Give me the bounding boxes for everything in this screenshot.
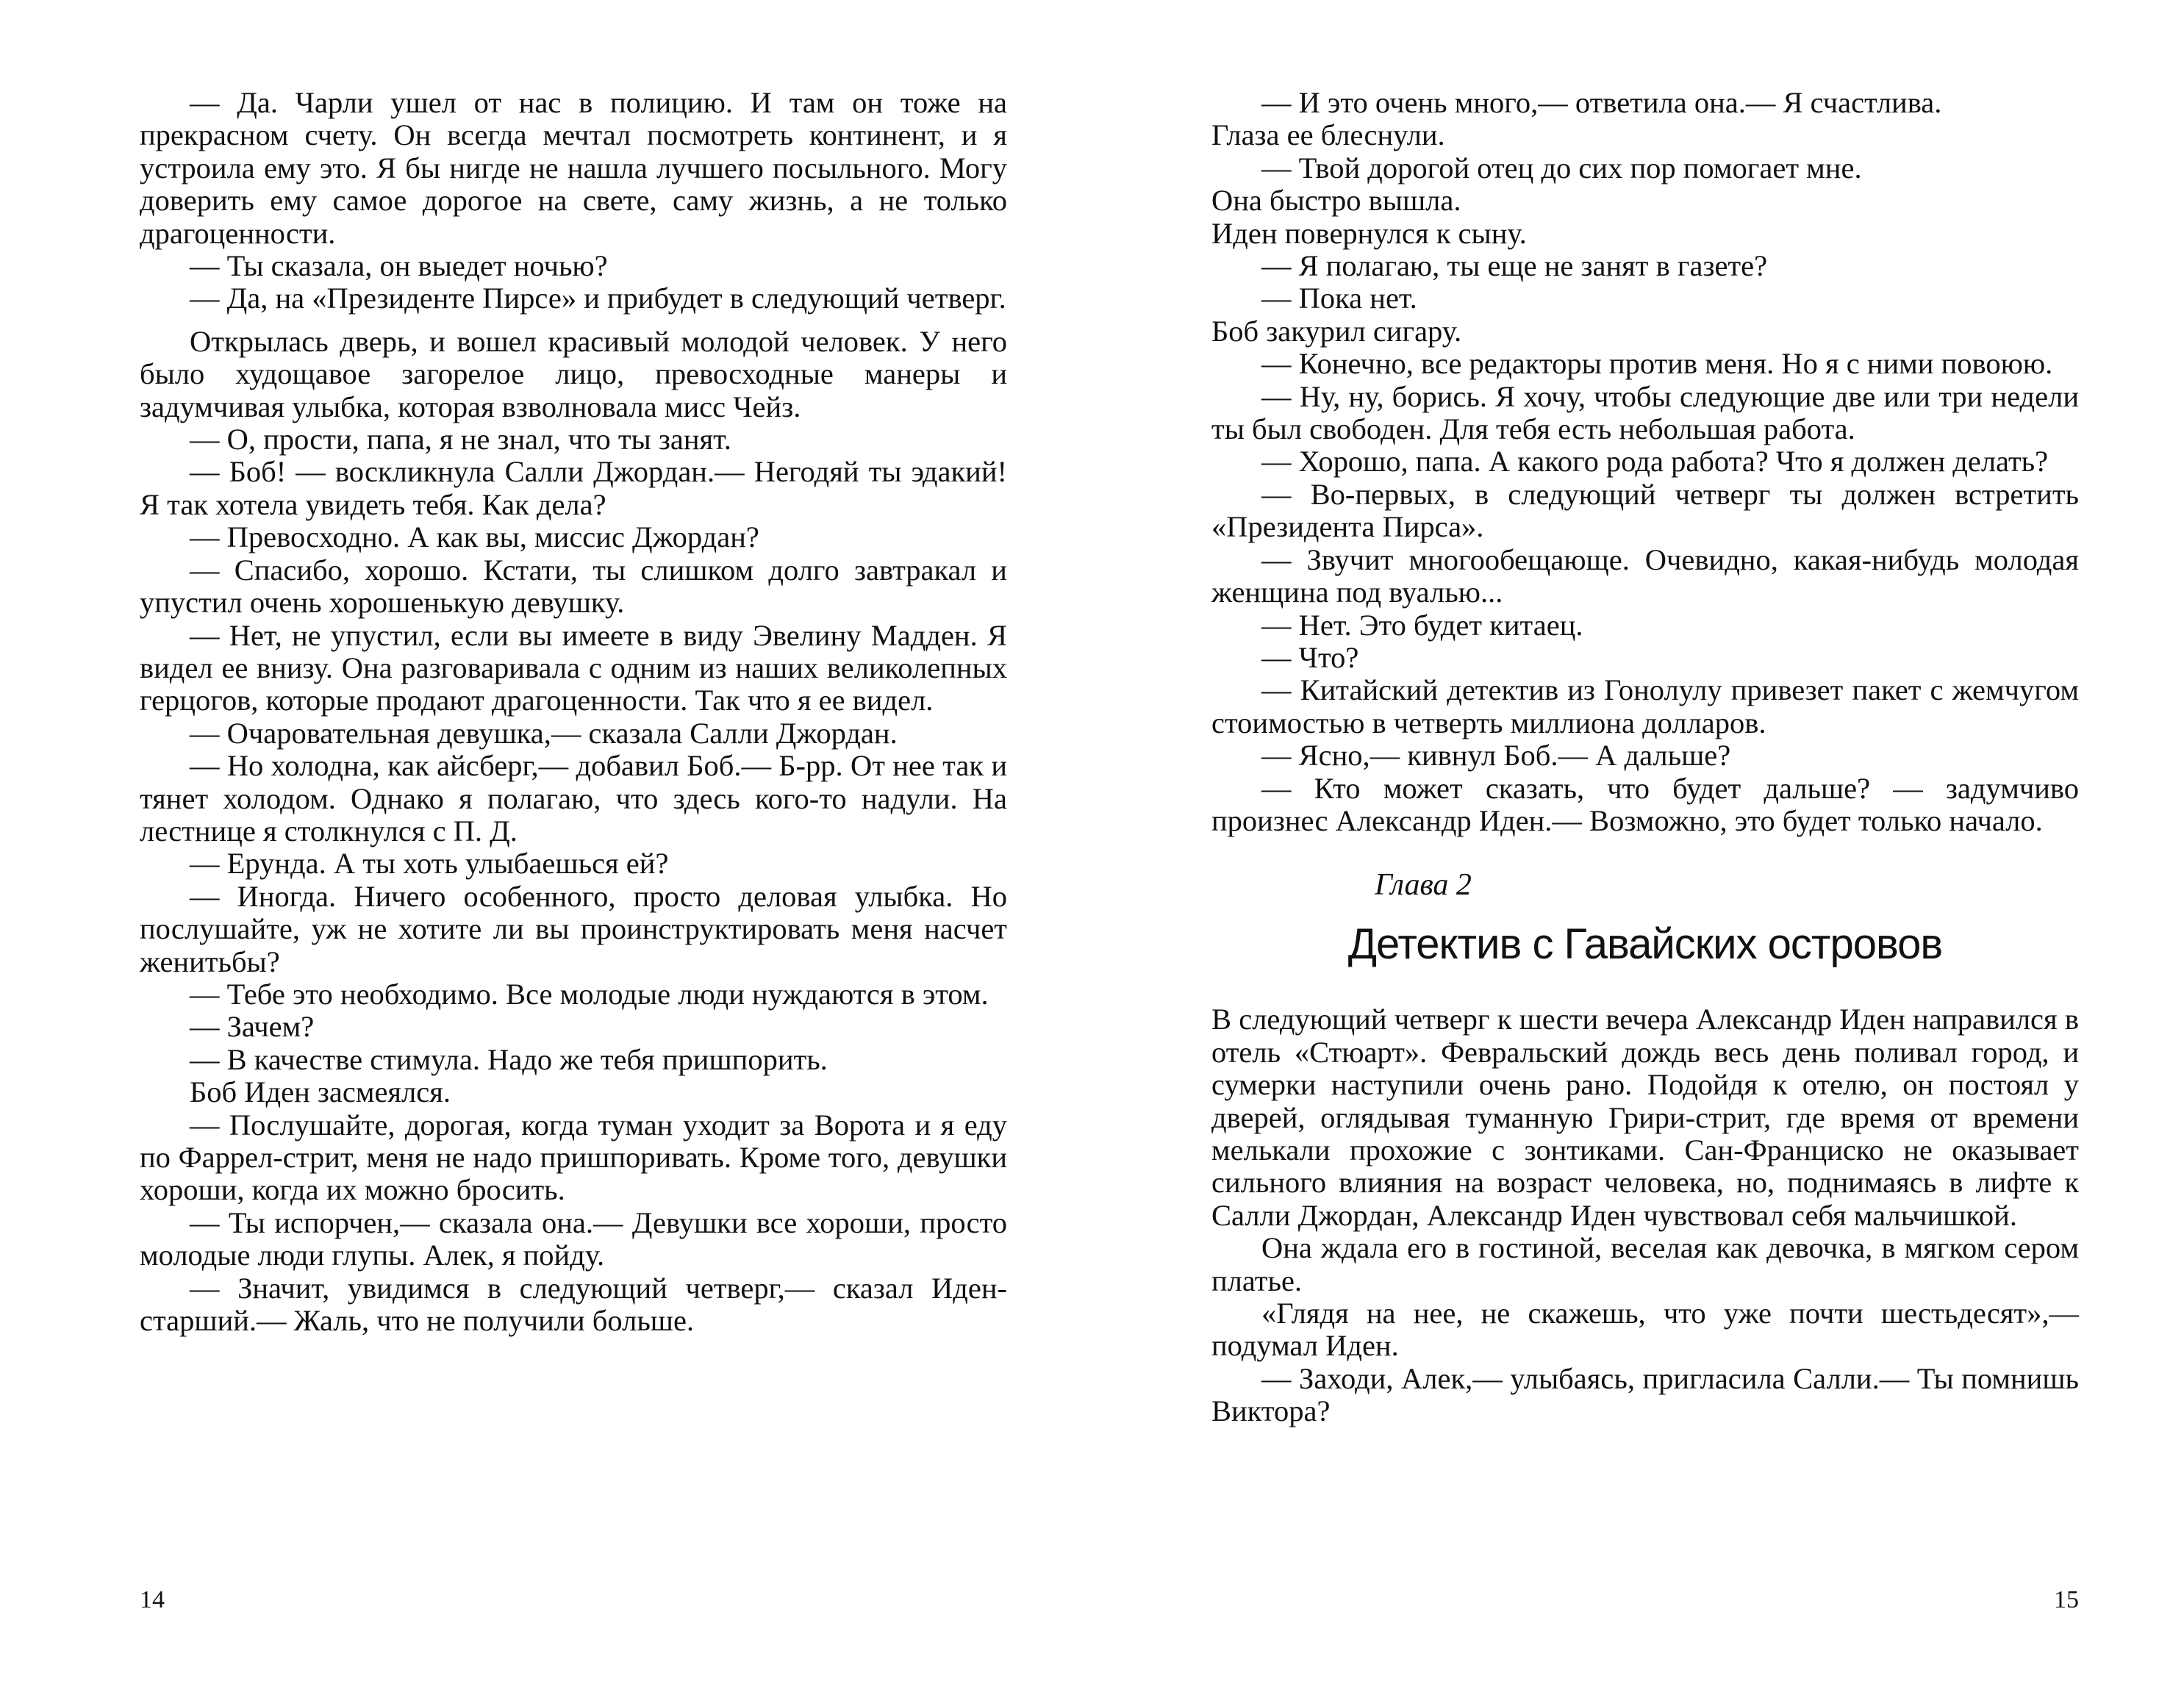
paragraph: — Превосходно. А как вы, миссис Джордан? (190, 520, 759, 554)
paragraph: — Ну, ну, борись. Я хочу, чтобы следующие две или три недели ты был свободен. Для тебя есть небольшая работа. (1211, 379, 2079, 446)
paragraph: — Послушайте, дорогая, когда туман уходит за Ворота и я еду по Фаррел-стрит, меня не надо пришпоривать. Кроме того, девушки хороши, когда их можно бросить. (140, 1108, 1007, 1207)
paragraph: — И это очень много,— ответила она.— Я счастлива. (1261, 86, 1942, 119)
paragraph: Боб Иден засмеялся. (190, 1075, 451, 1109)
paragraph: — Заходи, Алек,— улыбаясь, пригласила Салли.— Ты помнишь Виктора? (1211, 1361, 2079, 1428)
chapter-number: Глава 2 (1375, 868, 1472, 903)
paragraph: — Твой дорогой отец до сих пор помогает мне. (1261, 151, 1862, 184)
paragraph: «Глядя на нее, не скажешь, что уже почти шестьдесят»,— подумал Иден. (1211, 1297, 2079, 1363)
paragraph: — Но холодна, как айсберг,— добавил Боб.— Б-рр. От нее так и тянет холодом. Однако я полагаю, что здесь кого-то надули. На лестнице я столкнулся с П. Д. (140, 749, 1007, 847)
paragraph: — Во-первых, в следующий четверг ты должен встретить «Президента Пирса». (1211, 477, 2079, 544)
page-number: 14 (140, 1586, 165, 1613)
paragraph: — Конечно, все редакторы против меня. Но я с ними повоюю. (1261, 347, 2053, 381)
paragraph: — Иногда. Ничего особенного, просто деловая улыбка. Но послушайте, уж не хотите ли вы проинструктировать меня насчет женитьбы? (140, 879, 1007, 978)
paragraph: — Пока нет. (1261, 282, 1417, 315)
paragraph: — Ты испорчен,— сказала она.— Девушки все хороши, просто молодые люди глупы. Алек, я пойду. (140, 1205, 1007, 1272)
paragraph: — Тебе это необходимо. Все молодые люди нуждаются в этом. (190, 977, 989, 1011)
page-number: 15 (2054, 1586, 2079, 1613)
paragraph: — Нет, не упустил, если вы имеете в виду Эвелину Мадден. Я видел ее внизу. Она разговаривала с одним из наших великолепных герцогов, которые продают драгоценности. Так что я ее видел. (140, 618, 1007, 717)
paragraph: — Очаровательная девушка,— сказала Салли Джордан. (190, 716, 898, 750)
paragraph: Боб закурил сигару. (1211, 314, 1462, 348)
paragraph: Иден повернулся к сыну. (1211, 216, 1527, 250)
paragraph: — Китайский детектив из Гонолулу привезет пакет с жемчугом стоимостью в четверть миллиона долларов. (1211, 673, 2079, 739)
paragraph: — Да, на «Президенте Пирсе» и прибудет в следующий четверг. (190, 282, 1006, 315)
paragraph: — Звучит многообещающе. Очевидно, какая-нибудь молодая женщина под вуалью... (1211, 542, 2079, 609)
paragraph: — Спасибо, хорошо. Кстати, ты слишком долго завтракал и упустил очень хорошенькую девушку. (140, 553, 1007, 620)
paragraph: — В качестве стимула. Надо же тебя пришпорить. (190, 1042, 828, 1076)
paragraph: — О, прости, папа, я не знал, что ты занят. (190, 423, 731, 456)
paragraph: — Боб! — воскликнула Салли Джордан.— Негодяй ты эдакий! Я так хотела увидеть тебя. Как дела? (140, 455, 1007, 521)
paragraph: — Ты сказала, он выедет ночью? (190, 249, 608, 283)
paragraph: — Ерунда. А ты хоть улыбаешься ей? (190, 847, 669, 881)
paragraph: — Ясно,— кивнул Боб.— А дальше? (1261, 739, 1731, 773)
right-page-text (1211, 87, 2079, 1428)
left-page-text (140, 87, 1007, 1337)
paragraph: Она ждала его в гостиной, веселая как девочка, в мягком сером платье. (1211, 1231, 2079, 1297)
paragraph: — Нет. Это будет китаец. (1261, 608, 1583, 642)
paragraph: Глаза ее блеснули. (1211, 118, 1445, 152)
chapter-title: Детектив с Гавайских островов (1347, 920, 1943, 969)
paragraph: — Хорошо, папа. А какого рода работа? Что я должен делать? (1261, 445, 2049, 479)
paragraph: — Значит, увидимся в следующий четверг,— сказал Иден-старший.— Жаль, что не получили больше. (140, 1271, 1007, 1338)
paragraph: Открылась дверь, и вошел красивый молодой человек. У него было худощавое загорелое лицо, превосходные манеры и задумчивая улыбка, которая взволновала мисс Чейз. (140, 324, 1007, 423)
paragraph: — Зачем? (190, 1010, 315, 1044)
paragraph: В следующий четверг к шести вечера Александр Иден направился в отель «Стюарт». Февральский дождь весь день поливал город, и сумерки наступили очень рано. Подойдя к отелю, он постоял у дверей, оглядывая туманную Грири-стрит, где время от времени мелькали прохожие с зонтиками. Сан-Франциско не оказывает сильного влияния на возраст человека, но, поднимаясь в лифте к Салли Джордан, Александр Иден чувствовал себя мальчишкой. (1211, 1003, 2079, 1232)
paragraph: Она быстро вышла. (1211, 184, 1461, 218)
paragraph: — Я полагаю, ты еще не занят в газете? (1261, 249, 1768, 283)
paragraph: — Кто может сказать, что будет дальше? — задумчиво произнес Александр Иден.— Возможно, это будет только начало. (1211, 771, 2079, 837)
paragraph: — Да. Чарли ушел от нас в полицию. И там он тоже на прекрасном счету. Он всегда мечтал посмотреть континент, и я устроила ему это. Я бы нигде не нашла лучшего посыльного. Могу доверить ему самое дорогое на свете, саму жизнь, а не только драгоценности. (140, 86, 1007, 250)
paragraph: — Что? (1261, 640, 1359, 674)
